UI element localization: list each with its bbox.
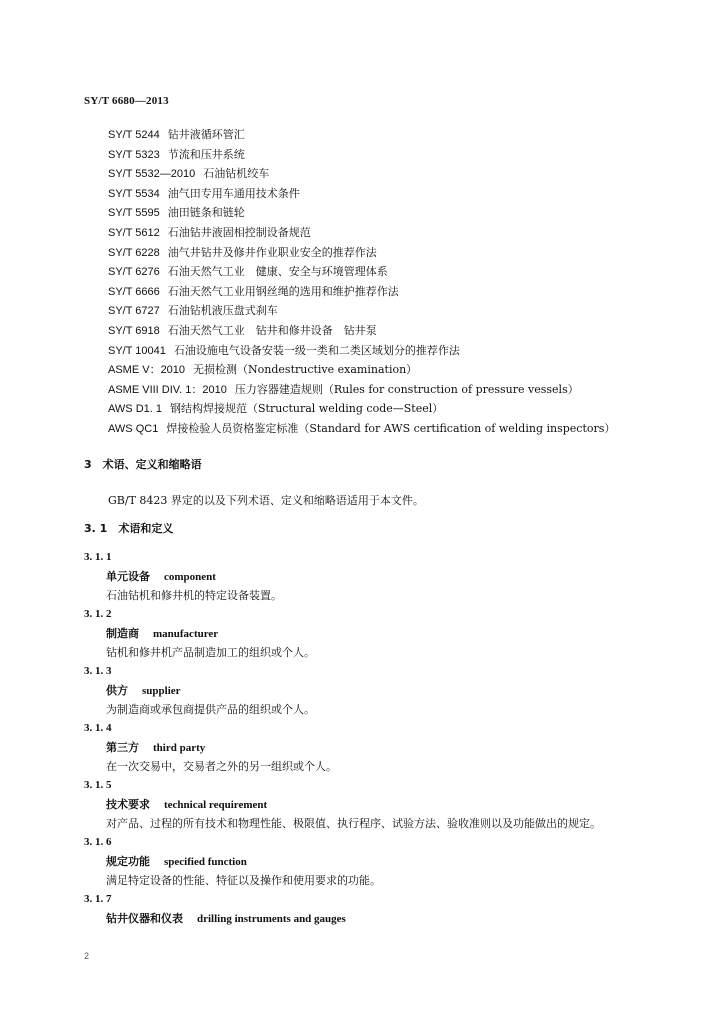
reference-code: SY/T 6918 <box>108 324 160 337</box>
reference-title: 石油设施电气设备安装一级一类和二类区域划分的推荐作法 <box>173 343 460 357</box>
reference-item <box>108 360 668 380</box>
term-number: 3. 1. 1 <box>84 551 112 563</box>
term-definition: 石油钻机和修井机的特定设备装置。 <box>106 589 282 602</box>
term-number: 3. 1. 7 <box>84 893 112 905</box>
reference-title: 石油钻机液压盘式刹车 <box>167 304 278 318</box>
reference-title: 油气井钻井及修井作业职业安全的推荐作法 <box>167 245 377 259</box>
reference-code: SY/T 10041 <box>108 344 166 357</box>
reference-item <box>108 145 668 165</box>
normative-references-list <box>108 125 668 439</box>
term-english: manufacturer <box>153 628 219 640</box>
term-english: specified function <box>164 856 247 868</box>
term-english: component <box>164 571 216 583</box>
term-number: 3. 1. 5 <box>84 779 112 791</box>
reference-title: 节流和压井系统 <box>167 147 245 161</box>
reference-title: 油气田专用车通用技术条件 <box>167 186 300 200</box>
section-3-heading: 3 术语、定义和缩略语 <box>84 458 202 471</box>
section-3-intro: GB/T 8423 界定的以及下列术语、定义和缩略语适用于本文件。 <box>108 494 424 507</box>
reference-item <box>108 301 668 321</box>
term-english: technical requirement <box>164 799 268 811</box>
reference-title: 石油天然气工业用钢丝绳的选用和维护推荐作法 <box>167 284 399 298</box>
reference-title: 石油钻井液固相控制设备规范 <box>167 225 311 239</box>
reference-code: SY/T 6276 <box>108 266 160 279</box>
term-chinese: 供方 <box>106 684 128 697</box>
term-chinese: 规定功能 <box>106 855 150 868</box>
reference-code: SY/T 5534 <box>108 187 160 200</box>
standard-code-header: SY/T 6680—2013 <box>84 95 169 107</box>
reference-item <box>108 282 668 302</box>
page-number: 2 <box>84 951 90 961</box>
term-heading <box>84 852 654 871</box>
reference-code: SY/T 6228 <box>108 246 160 259</box>
reference-item <box>108 399 668 419</box>
term-english: third party <box>153 742 206 754</box>
term-definition: 满足特定设备的性能、特征以及操作和使用要求的功能。 <box>106 874 381 887</box>
term-heading <box>84 567 654 586</box>
reference-title: 石油天然气工业 健康、安全与环境管理体系 <box>167 265 388 279</box>
reference-item <box>108 125 668 145</box>
term-heading <box>84 624 654 643</box>
term-definition: 对产品、过程的所有技术和物理性能、极限值、执行程序、试验方法、验收准则以及功能做出的规定。 <box>106 817 601 830</box>
term-chinese: 制造商 <box>106 627 139 640</box>
reference-title: 石油钻机绞车 <box>203 167 270 181</box>
reference-code: ASME V：2010 <box>108 364 186 377</box>
reference-title: 焊接检验人员资格鉴定标准（Standard for AWS certification of welding inspectors） <box>166 421 616 435</box>
reference-item <box>108 341 668 361</box>
reference-item <box>108 243 668 263</box>
reference-title: 无损检测（Nondestructive examination） <box>193 363 418 377</box>
term-number: 3. 1. 4 <box>84 722 112 734</box>
terms-list <box>84 548 654 928</box>
term-heading <box>84 681 654 700</box>
term-heading <box>84 795 654 814</box>
reference-item <box>108 262 668 282</box>
term-definition: 在一次交易中，交易者之外的另一组织或个人。 <box>106 760 337 773</box>
term-chinese: 钻井仪器和仪表 <box>106 912 183 925</box>
reference-item <box>108 203 668 223</box>
term-number: 3. 1. 2 <box>84 608 112 620</box>
reference-code: SY/T 6727 <box>108 305 160 318</box>
term-number: 3. 1. 3 <box>84 665 112 677</box>
reference-code: SY/T 5244 <box>108 129 160 141</box>
term-english: drilling instruments and gauges <box>197 913 346 925</box>
reference-code: SY/T 5532—2010 <box>108 168 196 181</box>
reference-item <box>108 419 668 439</box>
reference-item <box>108 223 668 243</box>
reference-title: 压力容器建造规则（Rules for construction of pressure vessels） <box>234 382 579 396</box>
term-heading <box>84 909 654 928</box>
reference-code: SY/T 6666 <box>108 285 160 298</box>
term-chinese: 第三方 <box>106 741 139 754</box>
reference-title: 油田链条和链轮 <box>167 206 245 220</box>
reference-code: SY/T 5612 <box>108 226 160 239</box>
reference-code: AWS QC1 <box>108 422 159 435</box>
reference-code: AWS D1. 1 <box>108 403 162 416</box>
term-english: supplier <box>142 685 181 697</box>
reference-code: SY/T 5323 <box>108 148 160 161</box>
term-chinese: 单元设备 <box>106 570 150 583</box>
reference-title: 石油天然气工业 钻井和修井设备 钻井泵 <box>167 323 377 337</box>
reference-title: 钢结构焊接规范（Structural welding code—Steel） <box>170 402 444 416</box>
reference-item <box>108 164 668 184</box>
reference-item <box>108 321 668 341</box>
reference-code: ASME VIII DIV. 1：2010 <box>108 383 227 396</box>
reference-title: 钻井液循环管汇 <box>167 128 245 141</box>
term-definition: 钻机和修井机产品制造加工的组织或个人。 <box>106 646 315 659</box>
term-definition: 为制造商或承包商提供产品的组织或个人。 <box>106 703 315 716</box>
reference-item <box>108 380 668 400</box>
reference-code: SY/T 5595 <box>108 207 160 220</box>
reference-item <box>108 184 668 204</box>
section-3-1-heading: 3. 1 术语和定义 <box>84 522 174 535</box>
term-heading <box>84 738 654 757</box>
term-chinese: 技术要求 <box>106 798 150 811</box>
term-number: 3. 1. 6 <box>84 836 112 848</box>
